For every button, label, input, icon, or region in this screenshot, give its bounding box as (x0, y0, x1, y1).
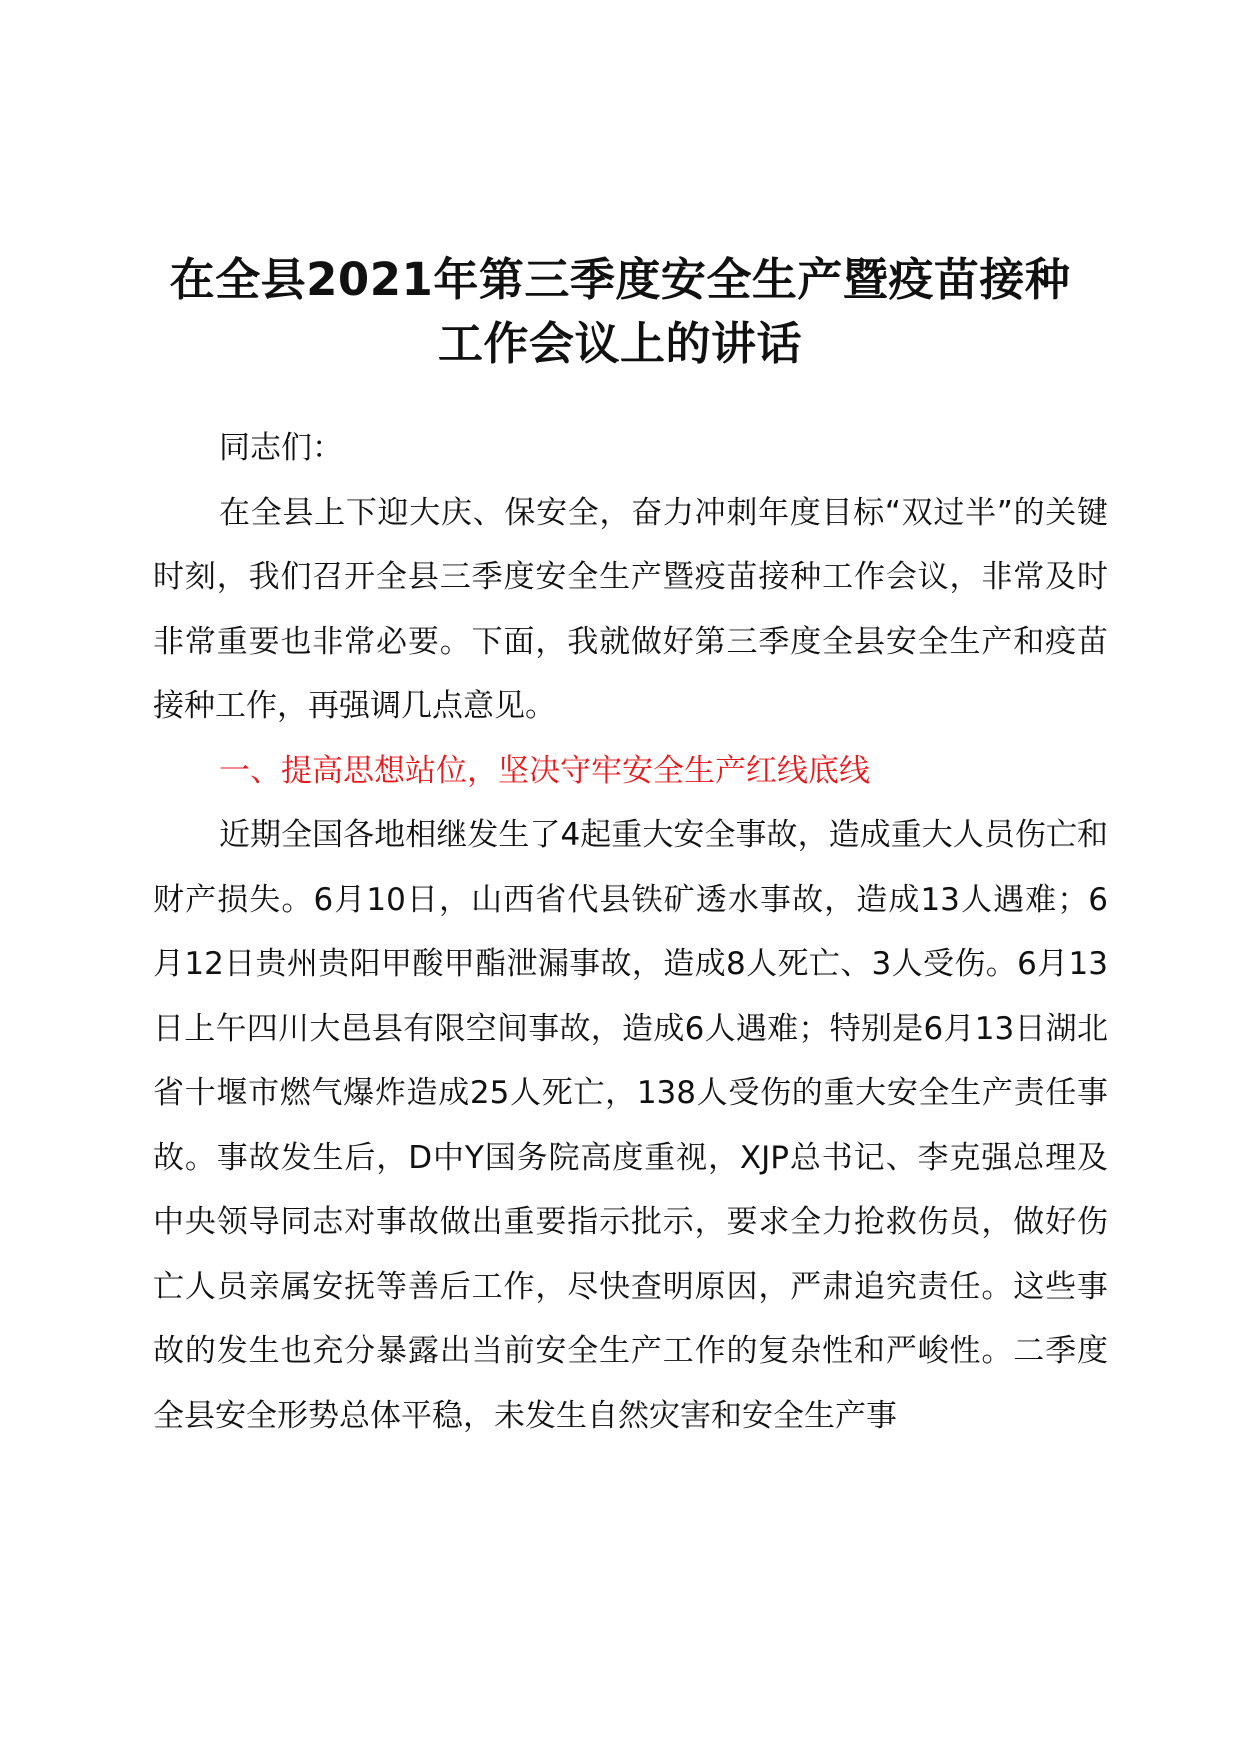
intro-paragraph: 在全县上下迎大庆、保安全，奋力冲刺年度目标“双过半”的关键时刻，我们召开全县三季度安全生产暨疫苗接种工作会议，非常及时非常重要也非常必要。下面，我就做好第三季度全县安全生产和疫苗接种工作，再强调几点意见。 (153, 494, 1108, 724)
document-body (153, 416, 1108, 1448)
title-line-2: 工作会议上的讲话 (437, 317, 802, 370)
section-paragraph: 近期全国各地相继发生了4起重大安全事故，造成重大人员伤亡和财产损失。6月10日，山西省代县铁矿透水事故，造成13人遇难；6月12日贵州贵阳甲酸甲酯泄漏事故，造成8人死亡、3人受伤。6月13日上午四川大邑县有限空间事故，造成6人遇难；特别是6月13日湖北省十堰市燃气爆炸造成25人死亡，138人受伤的重大安全生产责任事故。事故发生后，D中Y国务院高度重视，XJP总书记、李克强总理及中央领导同志对事故做出重要指示批示，要求全力抢救伤员，做好伤亡人员亲属安抚等善后工作，尽快查明原因，严肃追究责任。这些事故的发生也充分暴露出当前安全生产工作的复杂性和严峻性。二季度全县安全形势总体平稳，未发生自然灾害和安全生产事 (153, 817, 1108, 1434)
section-heading: 一、提高思想站位，坚决守牢安全生产红线底线 (219, 752, 870, 789)
salutation: 同志们： (219, 430, 343, 466)
title-line-1: 在全县2021年第三季度安全生产暨疫苗接种 (169, 253, 1071, 306)
document-title (140, 248, 1100, 376)
